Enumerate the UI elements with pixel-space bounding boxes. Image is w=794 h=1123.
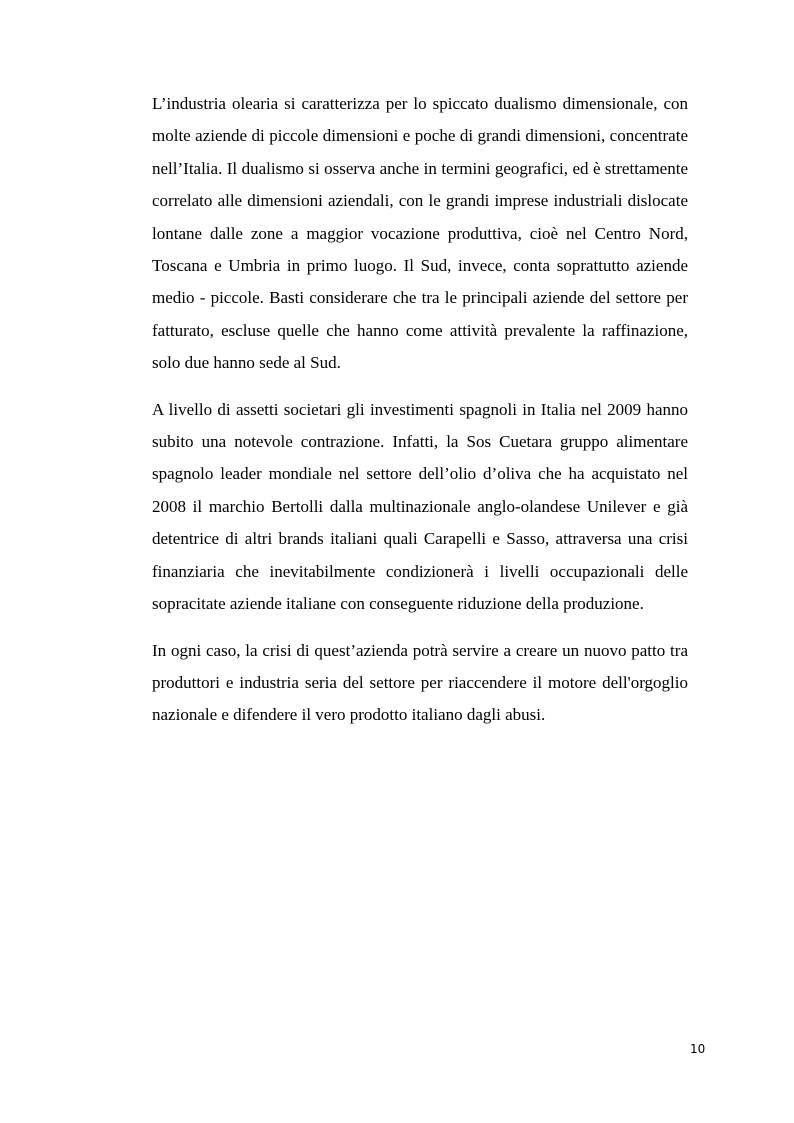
paragraph-3: In ogni caso, la crisi di quest’azienda potrà servire a creare un nuovo patto tra produttori e industria seria del settore per riaccendere il motore dell'orgoglio nazionale e difendere il vero prodotto italiano dagli abusi. <box>152 640 688 725</box>
paragraph-1: L’industria olearia si caratterizza per lo spiccato dualismo dimensionale, con molte aziende di piccole dimensioni e poche di grandi dimensioni, concentrate nell’Italia. Il dualismo si osserva anche in termini geografici, ed è strettamente correlato alle dimensioni aziendali, con le grandi imprese industriali dislocate lontane dalle zone a maggior vocazione produttiva, cioè nel Centro Nord, Toscana e Umbria in primo luogo. Il Sud, invece, conta soprattutto aziende medio - piccole. Basti considerare che tra le principali aziende del settore per fatturato, escluse quelle che hanno come attività prevalente la raffinazione, solo due hanno sede al Sud. <box>152 94 688 373</box>
paragraph-2: A livello di assetti societari gli investimenti spagnoli in Italia nel 2009 hanno subito una notevole contrazione. Infatti, la Sos Cuetara gruppo alimentare spagnolo leader mondiale nel settore dell’olio d’oliva che ha acquistato nel 2008 il marchio Bertolli dalla multinazionale anglo-olandese Unilever e già detentrice di altri brands italiani quali Carapelli e Sasso, attraversa una crisi finanziaria che inevitabilmente condizionerà i livelli occupazionali delle sopracitate aziende italiane con conseguente riduzione della produzione. <box>152 399 688 614</box>
body-text <box>152 88 688 746</box>
page-number: 10 <box>690 1042 706 1056</box>
